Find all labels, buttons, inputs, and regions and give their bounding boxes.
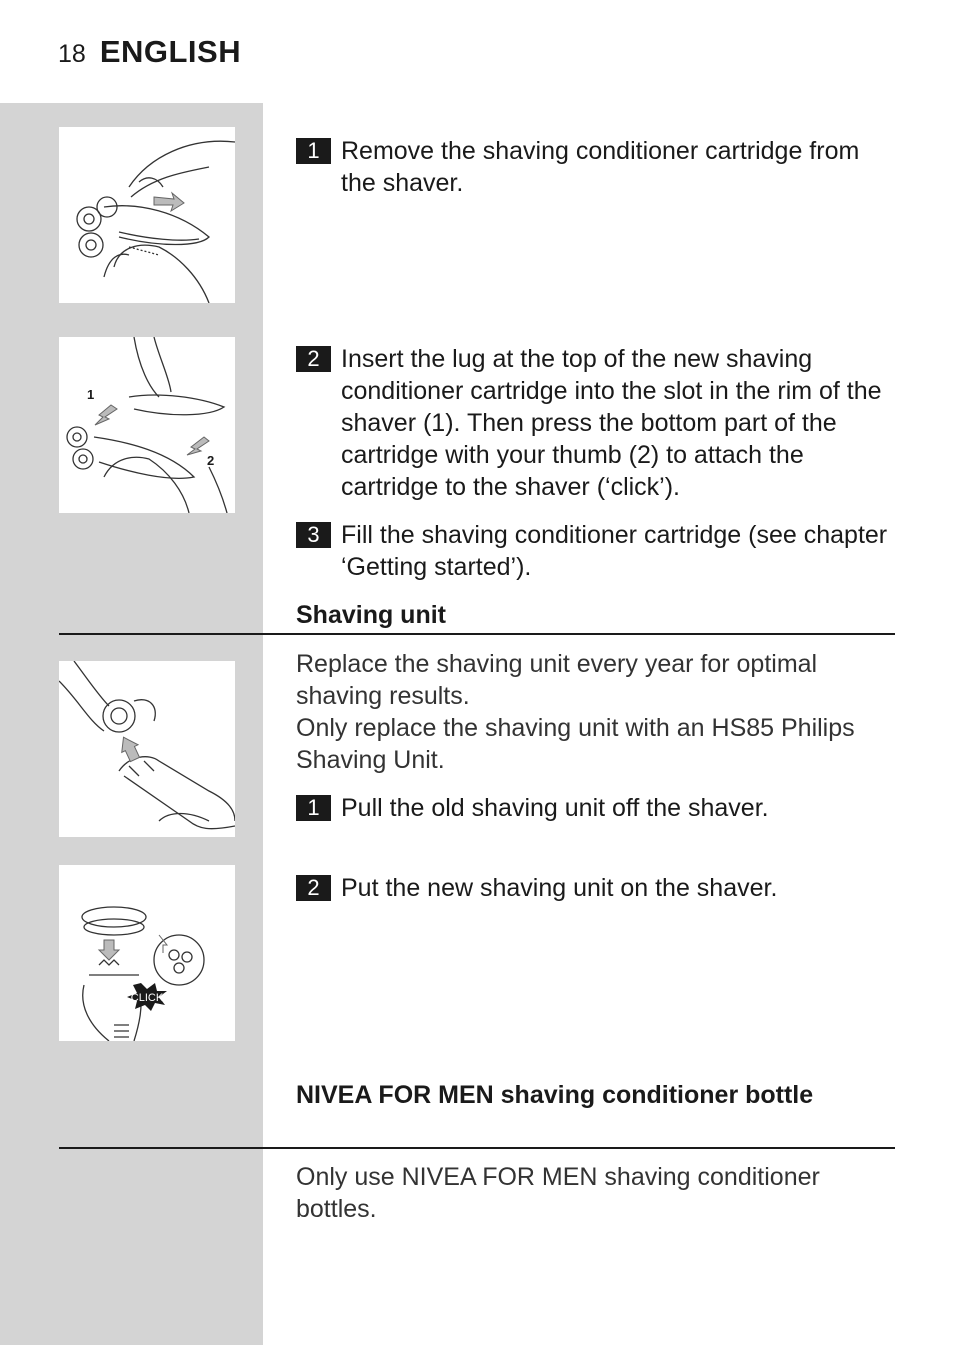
shaving-unit-description [296, 648, 896, 776]
step-text: Insert the lug at the top of the new shaving conditioner cartridge into the slot in the rim of the shaver (1). Then press the bottom part of the cartridge with your thumb (2) to attach the cartridge to the shaver (‘click’). [341, 345, 882, 501]
replacement-part-text: Only replace the shaving unit with an HS85 Philips Shaving Unit. [296, 714, 855, 774]
shaving-unit-heading: Shaving unit [296, 601, 446, 629]
step-number: 3 [296, 522, 331, 548]
language-title: ENGLISH [99, 34, 242, 69]
step-text: Put the new shaving unit on the shaver. [341, 874, 778, 902]
step-number: 2 [296, 875, 331, 901]
step-insert-cartridge [296, 343, 896, 503]
page-number: 18 [58, 40, 86, 68]
step-fill-cartridge [296, 519, 896, 583]
label-one: 1 [87, 387, 95, 402]
step-text: Pull the old shaving unit off the shaver. [341, 794, 769, 822]
section-divider [59, 633, 895, 635]
step-number: 1 [296, 138, 331, 164]
page-header [58, 34, 241, 74]
nivea-heading-rest: shaving conditioner bottle [493, 1081, 814, 1109]
nivea-heading [296, 1079, 896, 1111]
step-text: Fill the shaving conditioner cartridge (see chapter ‘Getting started’). [341, 521, 888, 581]
replace-frequency-text: Replace the shaving unit every year for optimal shaving results. [296, 650, 818, 710]
step-number: 2 [296, 346, 331, 372]
step-text: Remove the shaving conditioner cartridge from the shaver. [341, 137, 860, 197]
nivea-brand: NIVEA FOR MEN [296, 1081, 494, 1109]
step-remove-cartridge [296, 135, 896, 199]
nivea-description: Only use NIVEA FOR MEN shaving conditioner bottles. [296, 1163, 820, 1223]
section-divider [59, 1147, 895, 1149]
illustration-put-unit [59, 865, 235, 1041]
put-unit-illustration-svg [59, 865, 235, 1041]
remove-cartridge-illustration-svg [59, 127, 235, 303]
step-number: 1 [296, 795, 331, 821]
click-label: CLICK [130, 992, 164, 1004]
label-two: 2 [207, 453, 215, 468]
insert-cartridge-illustration-svg [59, 337, 235, 513]
illustration-remove-cartridge [59, 127, 235, 303]
illustration-pull-unit [59, 661, 235, 837]
step-pull-unit [296, 792, 896, 824]
pull-unit-illustration-svg [59, 661, 235, 837]
illustration-insert-cartridge [59, 337, 235, 513]
step-put-unit [296, 872, 896, 904]
